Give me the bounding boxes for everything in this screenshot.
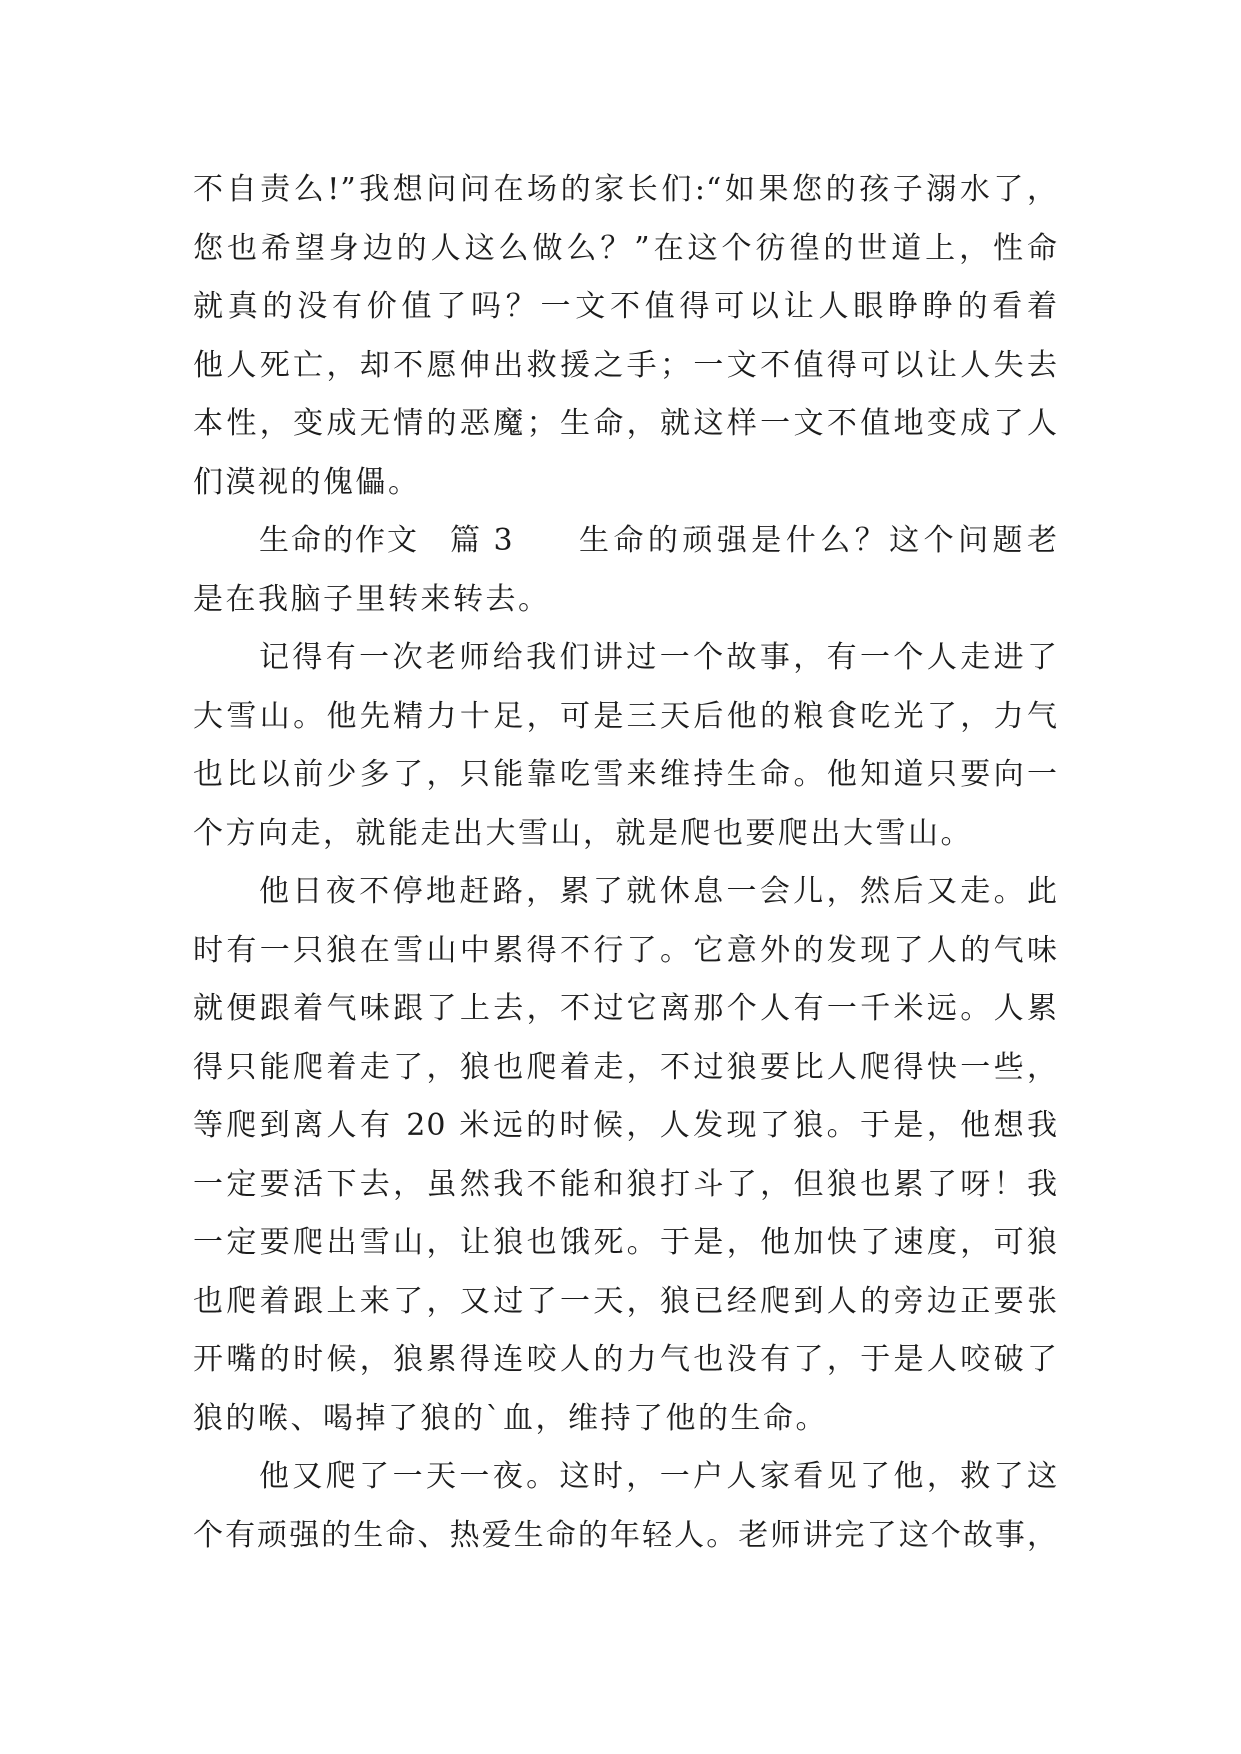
text-line: 开嘴的时候，狼累得连咬人的力气也没有了，于是人咬破了: [193, 1342, 1058, 1377]
heading-line: [193, 512, 1058, 571]
text-line: 记得有一次老师给我们讲过一个故事，有一个人走进了: [259, 640, 1058, 675]
text-line: 个方向走，就能走出大雪山，就是爬也要爬出大雪山。: [193, 815, 973, 851]
document-body: [193, 161, 1058, 1565]
text-line: 本性，变成无情的恶魔；生命，就这样一文不值地变成了人: [193, 406, 1058, 441]
text-line: 时有一只狼在雪山中累得不行了。它意外的发现了人的气味: [193, 932, 1058, 968]
essay-section-number: 篇 3: [450, 523, 515, 558]
paragraph: [193, 863, 1058, 1448]
essay-title: 生命的作文: [259, 523, 419, 558]
text-line: 是在我脑子里转来转去。: [193, 581, 551, 617]
paragraph: [193, 629, 1058, 863]
text-line: 一定要活下去，虽然我不能和狼打斗了，但狼也累了呀！我: [193, 1166, 1058, 1202]
text-line: 一定要爬出雪山，让狼也饿死。于是，他加快了速度，可狼: [193, 1225, 1058, 1260]
text-line: 不自责么!”我想问问在场的家长们:“如果您的孩子溺水了，: [193, 172, 1058, 207]
paragraph: [193, 161, 1058, 512]
text-line: 也比以前少多了，只能靠吃雪来维持生命。他知道只要向一: [193, 757, 1058, 792]
paragraph: [193, 512, 1058, 629]
text-line: 得只能爬着走了，狼也爬着走，不过狼要比人爬得快一些，: [193, 1049, 1058, 1085]
text-line: 大雪山。他先精力十足，可是三天后他的粮食吃光了，力气: [193, 698, 1058, 734]
text-line: 就便跟着气味跟了上去，不过它离那个人有一千米远。人累: [193, 991, 1058, 1026]
text-line: 您也希望身边的人这么做么？”在这个彷徨的世道上，性命: [193, 230, 1058, 266]
text-line: 就真的没有价值了吗？一文不值得可以让人眼睁睁的看着: [193, 289, 1058, 324]
paragraph: [193, 1448, 1058, 1565]
text-line: 他人死亡，却不愿伸出救援之手；一文不值得可以让人失去: [193, 347, 1058, 383]
text-line: 等爬到离人有 20 米远的时候，人发现了狼。于是，他想我: [193, 1108, 1058, 1143]
text-line: 生命的顽强是什么？这个问题老: [579, 523, 1058, 558]
text-line: 们漠视的傀儡。: [193, 464, 421, 500]
text-line: 他日夜不停地赶路，累了就休息一会儿，然后又走。此: [259, 874, 1058, 909]
text-line: 个有顽强的生命、热爱生命的年轻人。老师讲完了这个故事，: [193, 1517, 1058, 1553]
text-line: 狼的喉、喝掉了狼的`血，维持了他的生命。: [193, 1400, 828, 1436]
text-line: 也爬着跟上来了，又过了一天，狼已经爬到人的旁边正要张: [193, 1283, 1058, 1319]
text-line: 他又爬了一天一夜。这时，一户人家看见了他，救了这: [259, 1459, 1058, 1494]
